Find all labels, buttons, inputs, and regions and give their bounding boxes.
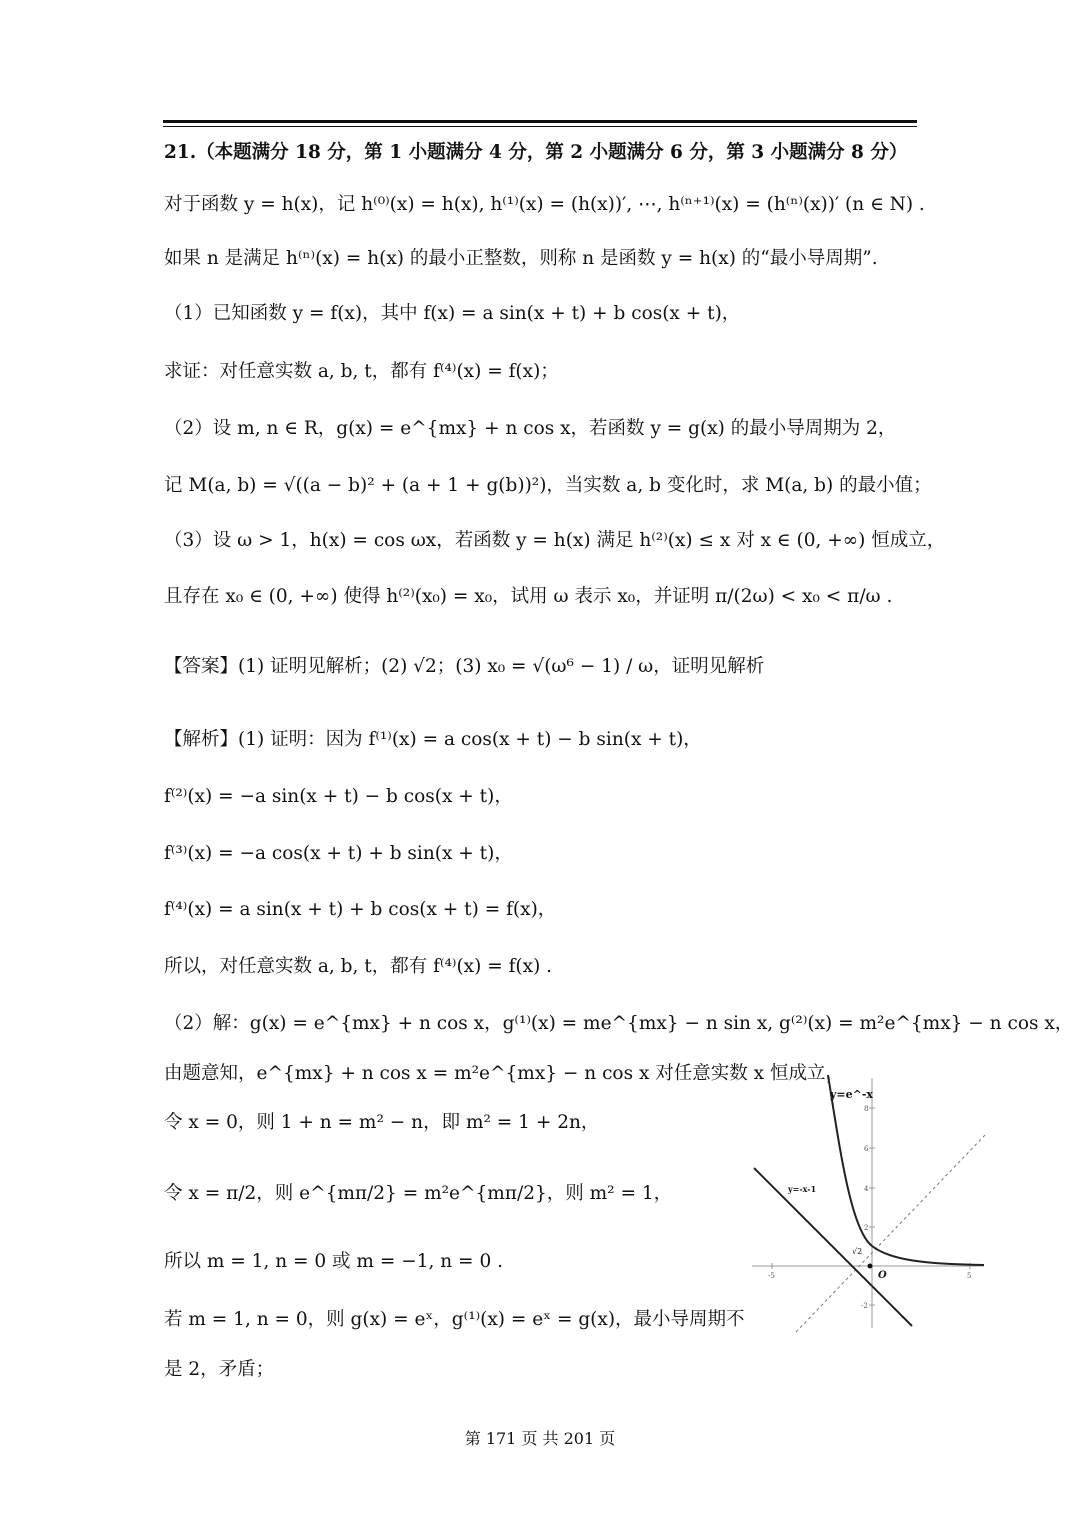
analysis-line-3: f⁽³⁾(x) = −a cos(x + t) + b sin(x + t)， bbox=[164, 843, 513, 864]
point-label: √2 bbox=[852, 1247, 863, 1256]
y-tick-label: -2 bbox=[861, 1302, 868, 1310]
y-tick-label: 2 bbox=[864, 1224, 869, 1232]
line-y-neg-x-minus-1 bbox=[754, 1168, 912, 1326]
function-graph bbox=[748, 1070, 994, 1332]
top-rule-thin bbox=[163, 126, 917, 127]
x-tick-label: -5 bbox=[768, 1272, 775, 1280]
analysis-line-1: 【解析】(1) 证明：因为 f⁽¹⁾(x) = a cos(x + t) − b sin(x + t)， bbox=[164, 729, 702, 750]
problem-line-1: 对于函数 y = h(x)，记 h⁽⁰⁾(x) = h(x), h⁽¹⁾(x) = (h(x))′, ⋯, h⁽ⁿ⁺¹⁾(x) = (h⁽ⁿ⁾(x))′ (n ∈ N) . bbox=[164, 194, 925, 215]
y-tick-label: 8 bbox=[864, 1105, 869, 1113]
top-rule-thick bbox=[163, 120, 917, 123]
line-label: y=-x-1 bbox=[788, 1184, 817, 1194]
problem-title: 21.（本题满分 18 分，第 1 小题满分 4 分，第 2 小题满分 6 分，第 3 小题满分 8 分） bbox=[164, 142, 908, 163]
problem-line-7: （3）设 ω > 1，h(x) = cos ωx，若函数 y = h(x) 满足 h⁽²⁾(x) ≤ x 对 x ∈ (0, +∞) 恒成立， bbox=[164, 530, 946, 551]
problem-line-6: 记 M(a, b) = √((a − b)² + (a + 1 + g(b))²)，当实数 a, b 变化时，求 M(a, b) 的最小值； bbox=[164, 475, 932, 496]
curve-label: y=e^-x bbox=[830, 1088, 873, 1101]
analysis-line-11: 若 m = 1, n = 0，则 g(x) = eˣ，g⁽¹⁾(x) = eˣ = g(x)，最小导周期不 bbox=[164, 1309, 745, 1330]
x-tick-label: 5 bbox=[967, 1272, 972, 1280]
problem-line-8: 且存在 x₀ ∈ (0, +∞) 使得 h⁽²⁾(x₀) = x₀，试用 ω 表示 x₀，并证明 π/(2ω) < x₀ < π/ω . bbox=[164, 586, 893, 607]
origin-label: O bbox=[878, 1270, 887, 1281]
page-footer: 第 171 页 共 201 页 bbox=[464, 1429, 616, 1448]
y-tick-label: 4 bbox=[864, 1185, 869, 1193]
analysis-line-7: 由题意知，e^{mx} + n cos x = m²e^{mx} − n cos x 对任意实数 x 恒成立， bbox=[164, 1063, 844, 1084]
analysis-line-6: （2）解：g(x) = e^{mx} + n cos x，g⁽¹⁾(x) = me^{mx} − n sin x, g⁽²⁾(x) = m²e^{mx} − n cos x， bbox=[164, 1013, 1074, 1034]
dashed-line-y-equals-x bbox=[796, 1134, 986, 1332]
analysis-line-5: 所以，对任意实数 a, b, t，都有 f⁽⁴⁾(x) = f(x) . bbox=[164, 956, 553, 977]
analysis-line-12: 是 2，矛盾； bbox=[164, 1359, 275, 1380]
analysis-line-9: 令 x = π/2，则 e^{mπ/2} = m²e^{mπ/2}，则 m² = 1， bbox=[164, 1183, 673, 1204]
analysis-line-2: f⁽²⁾(x) = −a sin(x + t) − b cos(x + t)， bbox=[164, 786, 513, 807]
answer-line: 【答案】(1) 证明见解析；(2) √2；(3) x₀ = √(ω⁶ − 1) / ω，证明见解析 bbox=[164, 656, 765, 677]
point-marker bbox=[868, 1264, 873, 1269]
analysis-line-4: f⁽⁴⁾(x) = a sin(x + t) + b cos(x + t) = f(x)， bbox=[164, 899, 557, 920]
problem-line-4: 求证：对任意实数 a, b, t，都有 f⁽⁴⁾(x) = f(x)； bbox=[164, 361, 559, 382]
problem-line-3: （1）已知函数 y = f(x)，其中 f(x) = a sin(x + t) + b cos(x + t)， bbox=[164, 303, 741, 324]
y-tick-label: 6 bbox=[864, 1145, 869, 1153]
analysis-line-10: 所以 m = 1, n = 0 或 m = −1, n = 0 . bbox=[164, 1251, 503, 1272]
analysis-line-8: 令 x = 0，则 1 + n = m² − n，即 m² = 1 + 2n， bbox=[164, 1112, 600, 1133]
curve-exp-neg-x bbox=[828, 1075, 984, 1265]
problem-line-5: （2）设 m, n ∈ R，g(x) = e^{mx} + n cos x，若函数 y = g(x) 的最小导周期为 2， bbox=[164, 418, 897, 439]
problem-line-2: 如果 n 是满足 h⁽ⁿ⁾(x) = h(x) 的最小正整数，则称 n 是函数 y = h(x) 的“最小导周期”. bbox=[164, 248, 878, 269]
